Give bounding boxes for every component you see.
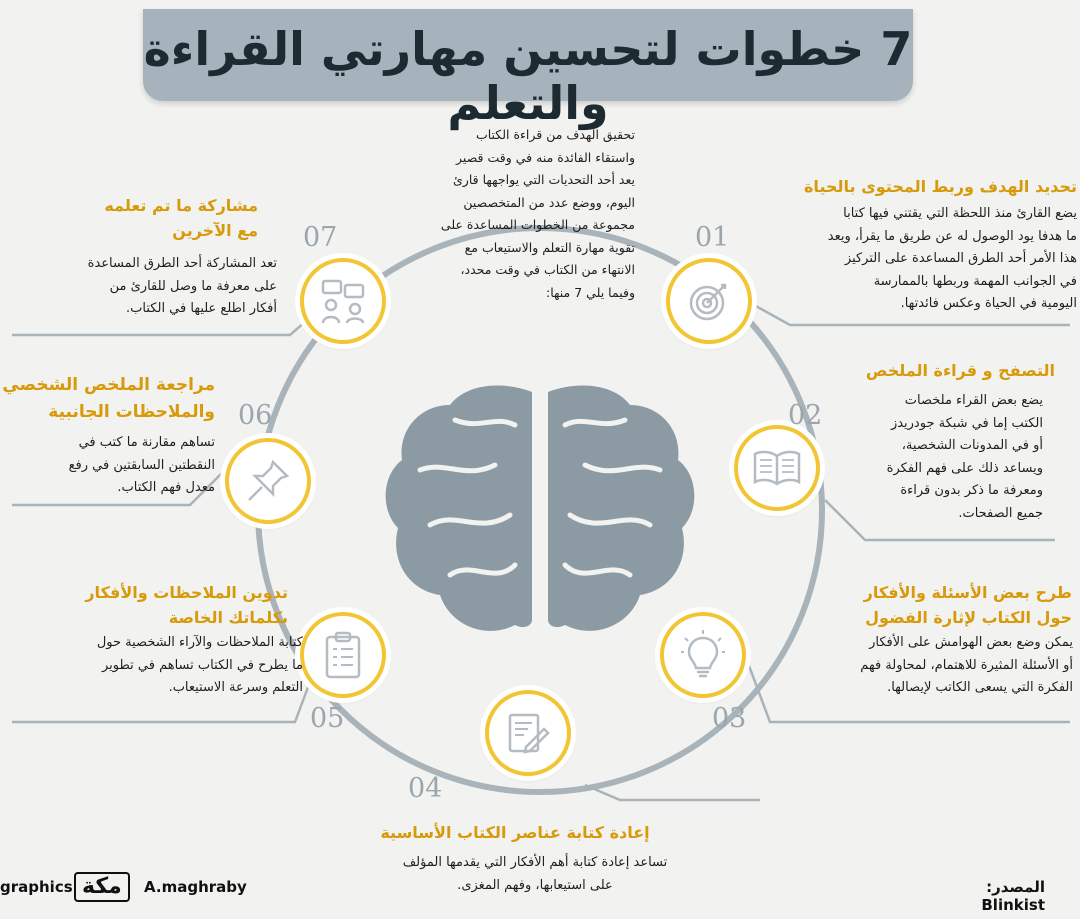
step-03-icon-circle — [660, 612, 746, 698]
step-05-heading: تدوين الملاحظات والأفكار بكلماتك الخاصة — [85, 583, 288, 627]
page-title: 7 خطوات لتحسين مهارتي القراءة والتعلم — [143, 22, 913, 130]
infographics-label: graphics — [0, 878, 73, 896]
intro-line: الانتهاء من الكتاب في وقت محدد، — [460, 262, 635, 277]
brain-icon — [386, 386, 695, 631]
step-02-heading: التصفح و قراءة الملخص — [865, 361, 1055, 380]
step-02-number: 02 — [788, 400, 823, 431]
clipboard-icon — [323, 631, 363, 679]
step-06-heading: مراجعة الملخص الشخصي والملاحظات الجانبية — [2, 375, 215, 422]
step-07-number: 07 — [303, 222, 338, 253]
intro-text — [395, 124, 635, 304]
step-04-icon-circle — [485, 690, 571, 776]
source-label: المصدر: — [986, 878, 1045, 896]
source-credit — [920, 878, 1045, 914]
step-05-body: كتابة الملاحظات والآراء الشخصية حول ما يطرح في الكتاب تساهم في تطوير التعلم وسرعة الاستيعاب. — [96, 635, 303, 695]
step-02-icon-circle — [734, 425, 820, 511]
intro-line: تحقيق الهدف من قراءة الكتاب — [475, 127, 635, 142]
step-03-heading: طرح بعض الأسئلة والأفكار حول الكتاب لإثارة الفضول — [863, 583, 1072, 627]
intro-line: اليوم، ووضع عدد من المتخصصين — [463, 194, 635, 210]
step-02-body: يضع بعض القراء ملخصات الكتب إما في شبكة جودريدز أو في المدونات الشخصية، ويساعد ذلك على فهم الفكرة ومعرفة ما ذكر بدون قراءة جميع الصفحات. — [886, 393, 1043, 521]
step-01-icon-circle — [666, 258, 752, 344]
step-05-icon-circle — [300, 612, 386, 698]
step-07-body: تعد المشاركة أحد الطرق المساعدة على معرفة ما وصل للقارئ من أفكار اطلع عليها في الكتاب. — [87, 256, 277, 316]
lightbulb-icon — [681, 630, 725, 680]
intro-line: يعد أحد التحديات التي يواجهها قارئ — [453, 172, 635, 187]
open-book-icon — [752, 448, 802, 488]
step-03-body: يمكن وضع بعض الهوامش على الأفكار أو الأسئلة المثيرة للاهتمام، لمحاولة فهم الفكرة التي يسعى الكاتب لإيصالها. — [860, 635, 1073, 695]
connector-04 — [585, 785, 760, 800]
step-07-heading: مشاركة ما تم تعلمه مع الآخرين — [104, 196, 258, 240]
step-05-number: 05 — [310, 703, 345, 734]
step-04-number: 04 — [408, 773, 443, 804]
step-03-number: 03 — [712, 703, 747, 734]
intro-line: واستقاء الفائدة منه في وقت قصير — [456, 149, 635, 165]
step-07-icon-circle — [300, 258, 386, 344]
step-04-body: تساعد إعادة كتابة أهم الأفكار التي يقدمها المؤلف على استيعابها، وفهم المغزى. — [402, 855, 668, 893]
source-value: Blinkist — [981, 896, 1045, 914]
pushpin-icon — [245, 458, 291, 504]
intro-line: تقوية مهارة التعلم والاستيعاب مع — [464, 239, 635, 255]
intro-line: وفيما يلي 7 منها: — [546, 284, 635, 300]
step-06-body: تساهم مقارنة ما كتب في النقطتين السابقتين في رفع معدل فهم الكتاب. — [68, 435, 215, 495]
discussion-icon — [319, 277, 367, 325]
step-01-body: يضع القارئ منذ اللحظة التي يقتني فيها كتابا ما هدفا يود الوصول له عن طريق ما يقرأ، ويعد هذا الأمر أحد الطرق المساعدة على التركيز في الجوانب المهمة وربطها بالممارسة اليومية في الحياة وعكس فائدتها. — [827, 206, 1077, 311]
writing-icon — [506, 711, 550, 755]
target-icon — [685, 277, 733, 325]
intro-line: مجموعة من الخطوات المساعدة على — [440, 217, 635, 232]
step-06-icon-circle — [225, 438, 311, 524]
step-01-heading: تحديد الهدف وربط المحتوى بالحياة — [803, 177, 1077, 196]
step-04-heading: إعادة كتابة عناصر الكتاب الأساسية — [380, 823, 650, 842]
brand-logo: مكة — [74, 872, 130, 902]
step-01-number: 01 — [695, 222, 730, 253]
author-name: A.maghraby — [144, 878, 247, 896]
step-06-number: 06 — [238, 400, 273, 431]
